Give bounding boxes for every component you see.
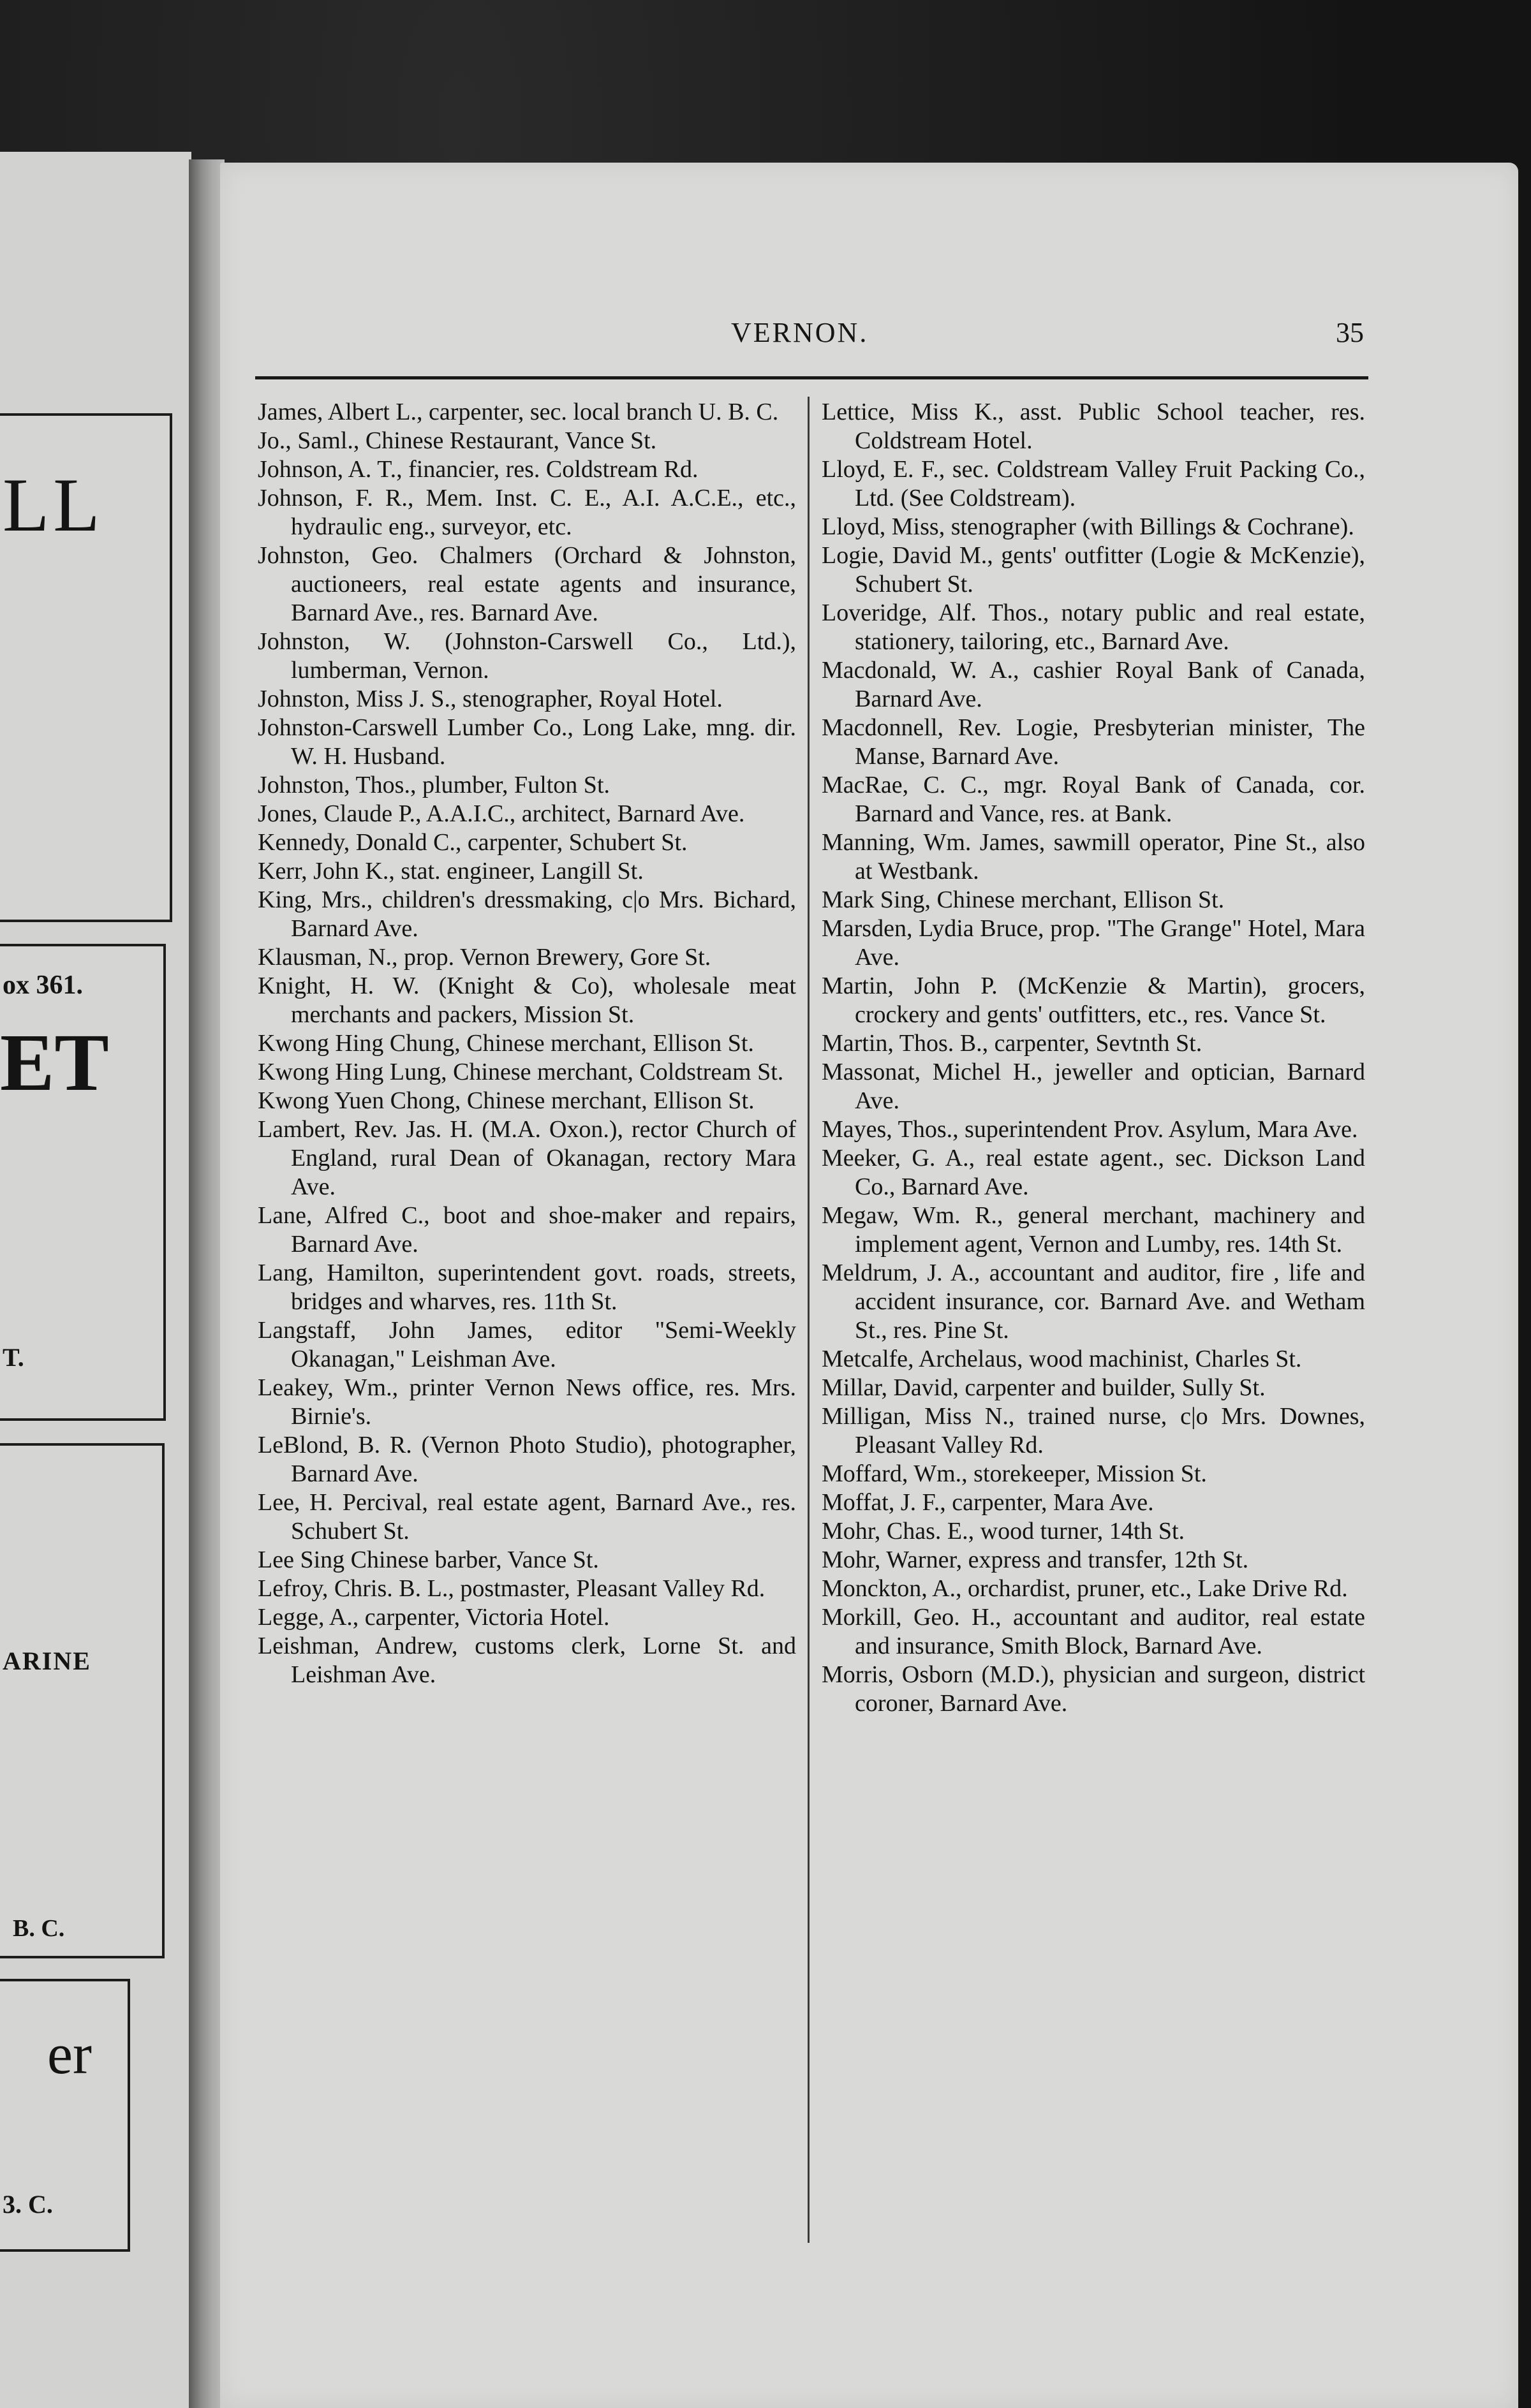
directory-entry: Mohr, Warner, express and transfer, 12th St. [822, 1546, 1249, 1573]
ad-text-bc-1: B. C. [13, 1915, 65, 1942]
page-number: 35 [1336, 317, 1364, 348]
ad-text-arine: ARINE [3, 1647, 91, 1675]
ad-box-4 [0, 1979, 130, 2252]
directory-entry: Kwong Hing Lung, Chinese merchant, Coldstream St. [258, 1059, 784, 1085]
directory-entry: Lee Sing Chinese barber, Vance St. [258, 1546, 599, 1573]
directory-entry: Massonat, Michel H., jeweller and optician, Barnard Ave. [822, 1059, 1365, 1114]
directory-entry: King, Mrs., children's dressmaking, c|o Mrs. Bichard, Barnard Ave. [258, 886, 796, 942]
directory-entry: Meldrum, J. A., accountant and auditor, fire , life and accident insurance, cor. Barnard Ave. and Wetham St., res. Pine St. [822, 1259, 1365, 1344]
directory-entry: Lloyd, E. F., sec. Coldstream Valley Fruit Packing Co., Ltd. (See Coldstream). [822, 456, 1365, 511]
directory-entry: Johnston, Geo. Chalmers (Orchard & Johnston, auctioneers, real estate agents and insurance, Barnard Ave., res. Barnard Ave. [258, 542, 796, 626]
directory-entry: Kerr, John K., stat. engineer, Langill St. [258, 858, 644, 885]
ad-text-box: ox 361. [3, 971, 83, 1000]
directory-entry: Lloyd, Miss, stenographer (with Billings & Cochrane). [822, 513, 1354, 540]
directory-entry: Leishman, Andrew, customs clerk, Lorne St. and Leishman Ave. [258, 1633, 796, 1688]
directory-entry: Langstaff, John James, editor "Semi-Weekly Okanagan," Leishman Ave. [258, 1317, 796, 1372]
directory-entry: Kwong Hing Chung, Chinese merchant, Ellison St. [258, 1030, 754, 1057]
ad-text-t: T. [3, 1343, 24, 1372]
directory-entry: Manning, Wm. James, sawmill operator, Pine St., also at Westbank. [822, 829, 1365, 885]
ad-text-ll: LL [3, 462, 104, 547]
directory-entry: Kwong Yuen Chong, Chinese merchant, Ellison St. [258, 1087, 755, 1114]
directory-entry: Lefroy, Chris. B. L., postmaster, Pleasant Valley Rd. [258, 1575, 766, 1602]
directory-entry: Johnston-Carswell Lumber Co., Long Lake, mng. dir. W. H. Husband. [258, 714, 796, 770]
directory-entry: Johnston, W. (Johnston-Carswell Co., Ltd.), lumberman, Vernon. [258, 628, 796, 684]
directory-entry: Lane, Alfred C., boot and shoe-maker and repairs, Barnard Ave. [258, 1202, 796, 1258]
directory-entry: Johnson, A. T., financier, res. Coldstream Rd. [258, 456, 699, 483]
ad-box-3 [0, 1443, 165, 1958]
directory-entry: Knight, H. W. (Knight & Co), wholesale meat merchants and packers, Mission St. [258, 973, 796, 1028]
ad-box-2 [0, 944, 166, 1421]
ad-text-bc-2: 3. C. [3, 2190, 53, 2219]
book-gutter [189, 159, 225, 2408]
directory-entry: Lambert, Rev. Jas. H. (M.A. Oxon.), rector Church of England, rural Dean of Okanagan, rectory Mara Ave. [258, 1116, 796, 1200]
header-rule [255, 376, 1368, 379]
directory-entry: Macdonald, W. A., cashier Royal Bank of Canada, Barnard Ave. [822, 657, 1365, 712]
directory-entry: MacRae, C. C., mgr. Royal Bank of Canada, cor. Barnard and Vance, res. at Bank. [822, 772, 1365, 827]
directory-entry: Moffard, Wm., storekeeper, Mission St. [822, 1460, 1207, 1487]
directory-entry: Macdonnell, Rev. Logie, Presbyterian minister, The Manse, Barnard Ave. [822, 714, 1365, 770]
directory-entry: Martin, John P. (McKenzie & Martin), grocers, crockery and gents' outfitters, etc., res. Vance St. [822, 973, 1365, 1028]
directory-entry: Megaw, Wm. R., general merchant, machinery and implement agent, Vernon and Lumby, res. 14th St. [822, 1202, 1365, 1258]
directory-entry: Morkill, Geo. H., accountant and auditor, real estate and insurance, Smith Block, Barnard Ave. [822, 1604, 1365, 1659]
directory-entry: Monckton, A., orchardist, pruner, etc., Lake Drive Rd. [822, 1575, 1348, 1602]
directory-entry: Jo., Saml., Chinese Restaurant, Vance St. [258, 427, 657, 454]
right-column [822, 398, 1365, 1718]
directory-entry: Moffat, J. F., carpenter, Mara Ave. [822, 1489, 1154, 1516]
running-head: VERNON. [731, 317, 869, 348]
directory-entry: Meeker, G. A., real estate agent., sec. Dickson Land Co., Barnard Ave. [822, 1145, 1365, 1200]
directory-entry: Metcalfe, Archelaus, wood machinist, Charles St. [822, 1346, 1302, 1372]
directory-entry: LeBlond, B. R. (Vernon Photo Studio), photographer, Barnard Ave. [258, 1432, 796, 1487]
directory-entry: Johnston, Thos., plumber, Fulton St. [258, 772, 610, 798]
directory-entry: Legge, A., carpenter, Victoria Hotel. [258, 1604, 610, 1631]
directory-entry: Jones, Claude P., A.A.I.C., architect, Barnard Ave. [258, 800, 745, 827]
directory-entry: Johnson, F. R., Mem. Inst. C. E., A.I. A.C.E., etc., hydraulic eng., surveyor, etc. [258, 485, 796, 540]
ad-box-1 [0, 413, 172, 922]
directory-entry: Kennedy, Donald C., carpenter, Schubert St. [258, 829, 688, 856]
directory-entry: Martin, Thos. B., carpenter, Sevtnth St. [822, 1030, 1202, 1057]
directory-entry: Lettice, Miss K., asst. Public School teacher, res. Coldstream Hotel. [822, 399, 1365, 454]
directory-entry: Johnston, Miss J. S., stenographer, Royal Hotel. [258, 686, 723, 712]
directory-entry: Leakey, Wm., printer Vernon News office, res. Mrs. Birnie's. [258, 1374, 796, 1430]
directory-entry: Millar, David, carpenter and builder, Sully St. [822, 1374, 1266, 1401]
left-column [258, 398, 796, 1689]
directory-entry: Lee, H. Percival, real estate agent, Barnard Ave., res. Schubert St. [258, 1489, 796, 1545]
directory-entry: Morris, Osborn (M.D.), physician and surgeon, district coroner, Barnard Ave. [822, 1661, 1365, 1717]
directory-entry: Marsden, Lydia Bruce, prop. "The Grange" Hotel, Mara Ave. [822, 915, 1365, 971]
column-divider [808, 397, 810, 2243]
directory-entry: Logie, David M., gents' outfitter (Logie & McKenzie), Schubert St. [822, 542, 1365, 598]
directory-entry: Loveridge, Alf. Thos., notary public and real estate, stationery, tailoring, etc., Barnard Ave. [822, 599, 1365, 655]
directory-entry: Mayes, Thos., superintendent Prov. Asylum, Mara Ave. [822, 1116, 1358, 1143]
ad-text-er: er [47, 2023, 92, 2086]
directory-entry: Lang, Hamilton, superintendent govt. roads, streets, bridges and wharves, res. 11th St. [258, 1259, 796, 1315]
directory-entry: Mark Sing, Chinese merchant, Ellison St. [822, 886, 1225, 913]
directory-entry: Mohr, Chas. E., wood turner, 14th St. [822, 1518, 1185, 1545]
previous-page-fragment [0, 152, 191, 2408]
directory-entry: Klausman, N., prop. Vernon Brewery, Gore St. [258, 944, 711, 971]
directory-entry: Milligan, Miss N., trained nurse, c|o Mrs. Downes, Pleasant Valley Rd. [822, 1403, 1365, 1458]
directory-entry: James, Albert L., carpenter, sec. local branch U. B. C. [258, 399, 779, 425]
ad-text-et: ET [0, 1017, 109, 1108]
